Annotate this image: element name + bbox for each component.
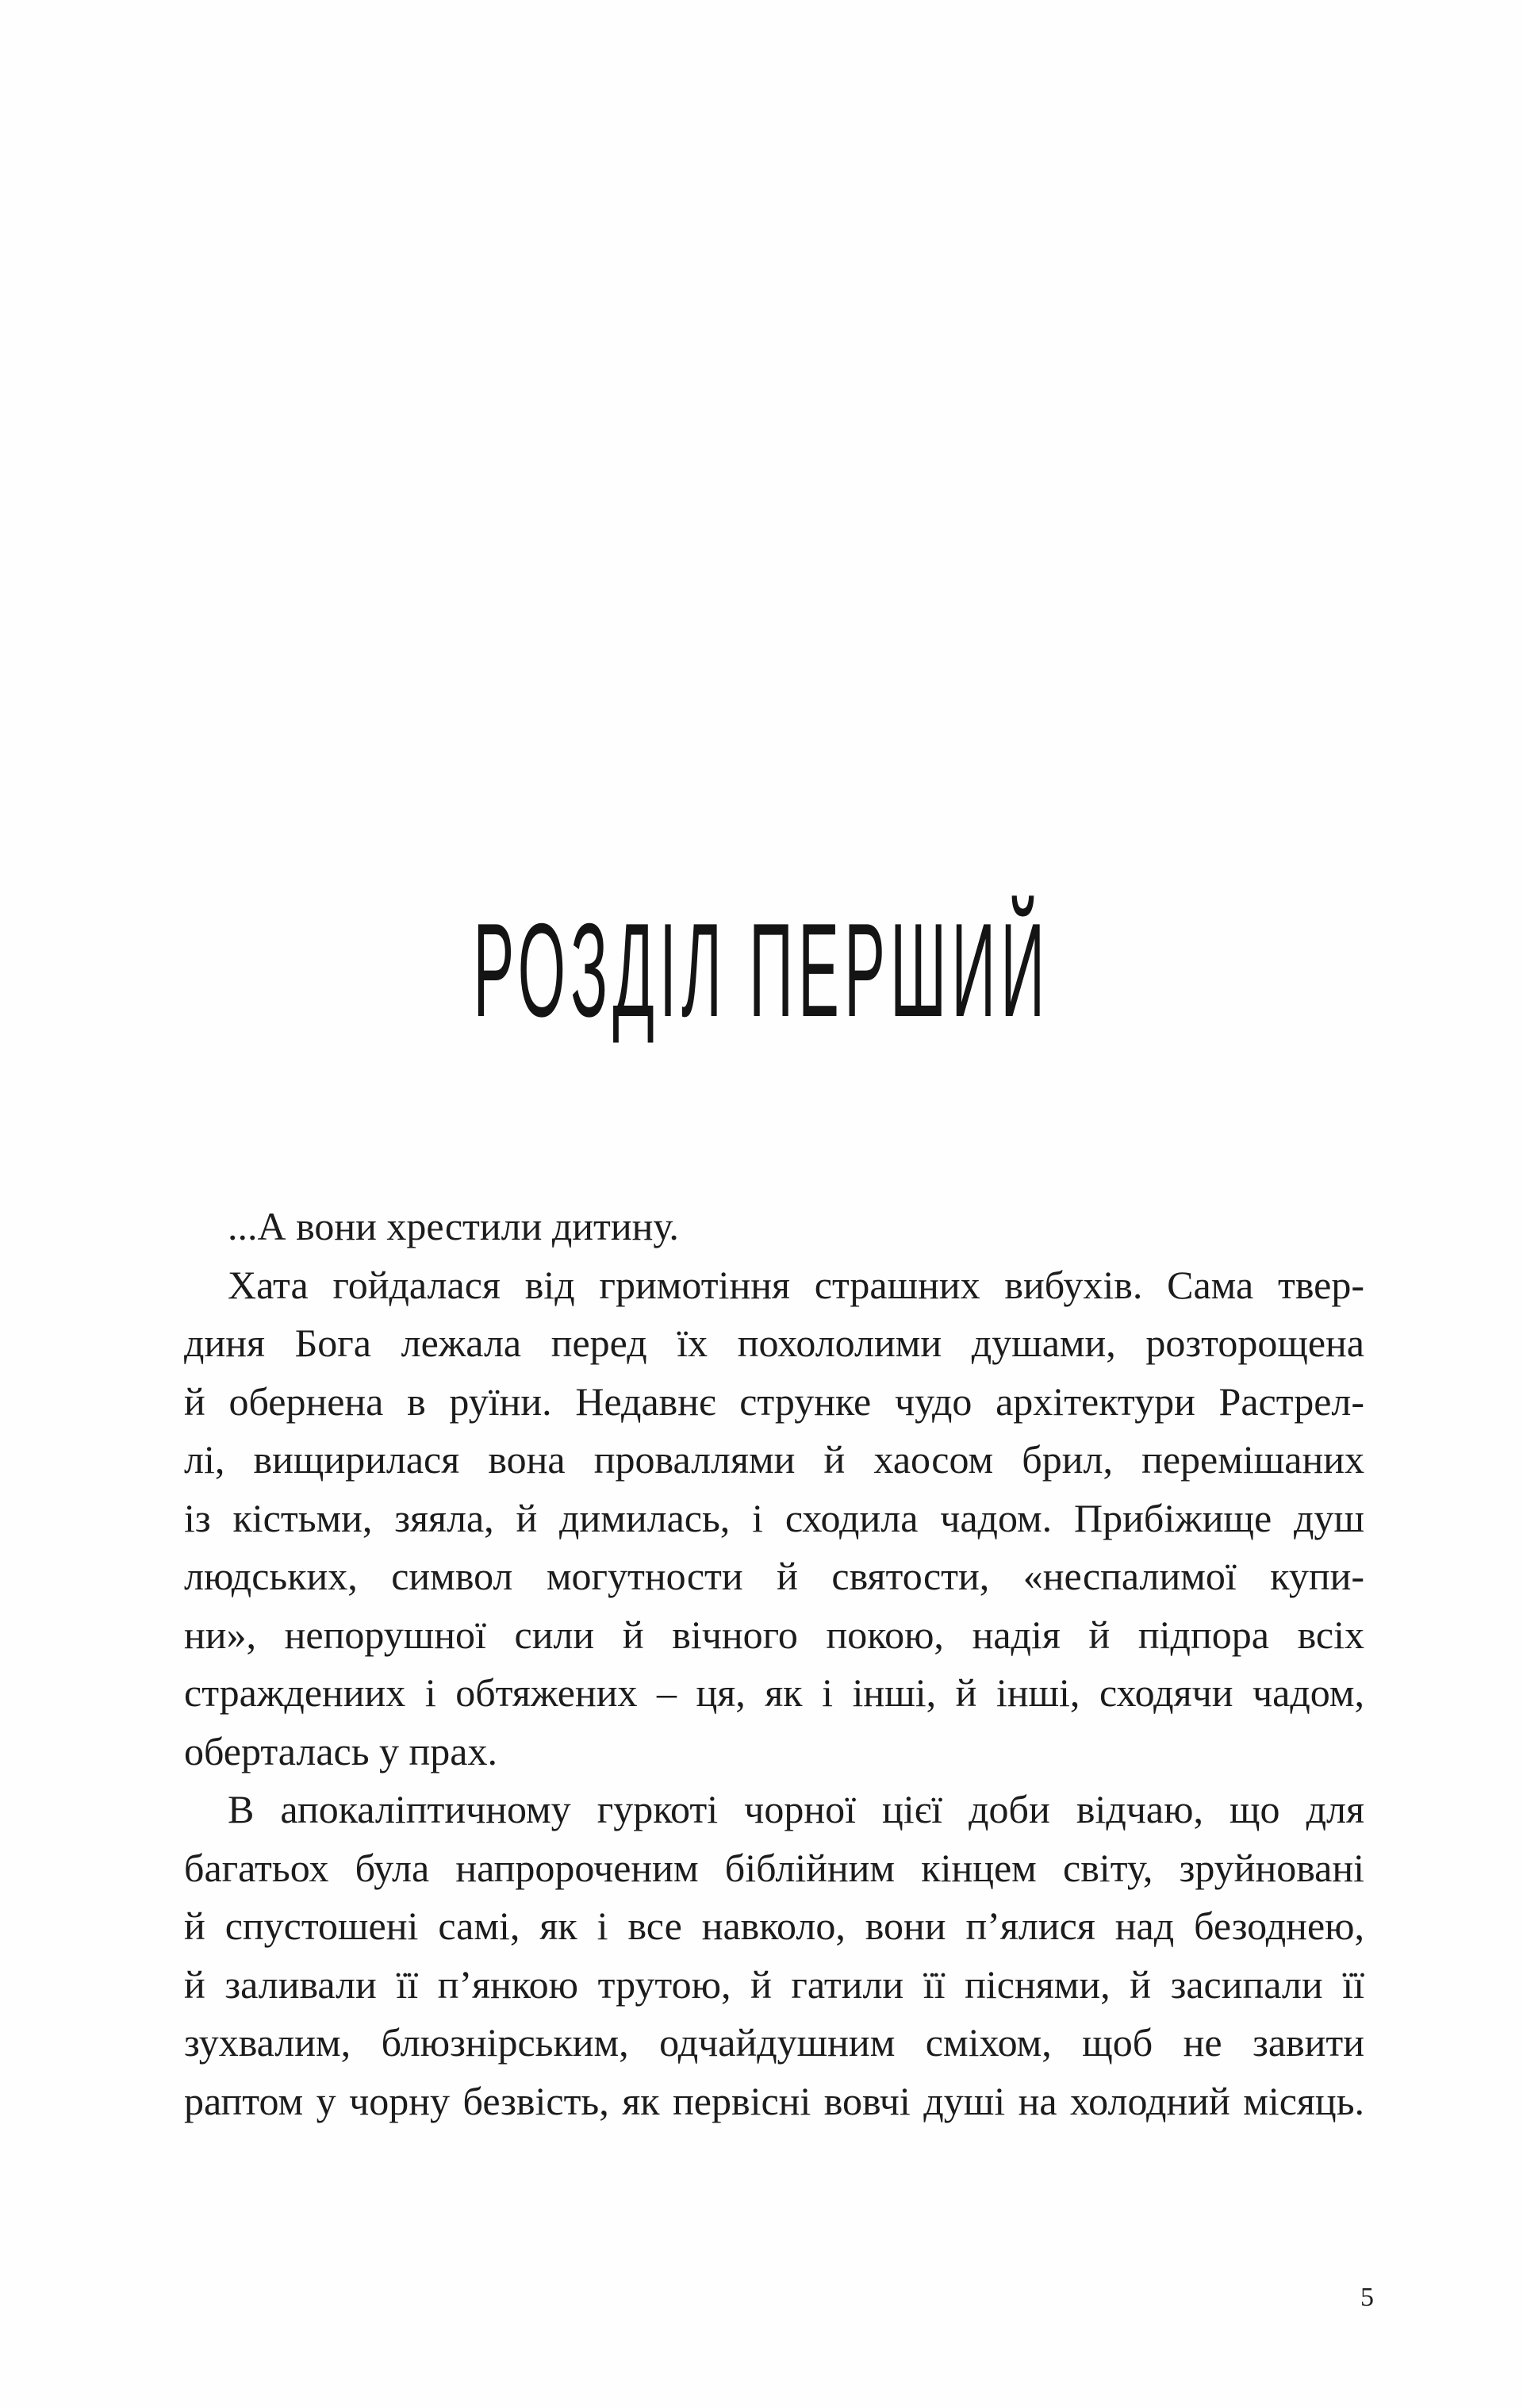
text-line: зухвалим, блюзнірським, одчайдушним сміхом, щоб не завити	[184, 2020, 1364, 2065]
text-line: оберталась у прах.	[184, 1728, 497, 1773]
text-line: лі, вищирилася вона проваллями й хаосом брил, перемішаних	[184, 1437, 1364, 1482]
chapter-title: РОЗДІЛ ПЕРШИЙ	[473, 895, 1050, 1045]
text-line: із кістьми, зяяла, й димилась, і сходила чадом. Прибіжище душ	[184, 1495, 1364, 1540]
text-line: багатьох була напророченим біблійним кінцем світу, зруйновані	[184, 1845, 1364, 1890]
text-line: ни», непорушної сили й вічного покою, надія й підпора всіх	[184, 1612, 1364, 1657]
text-line: й заливали її п’янкою трутою, й гатили її піснями, й засипали її	[184, 1961, 1364, 2007]
text-line: й спустошені самі, як і все навколо, вони п’ялися над безоднею,	[184, 1904, 1364, 1948]
text-line: Хата гойдалася від гримотіння страшних вибухів. Сама твер-	[228, 1262, 1364, 1307]
text-line: й обернена в руїни. Недавнє струнке чудо архітектури Растрел-	[184, 1378, 1364, 1424]
page-number: 5	[1360, 2283, 1374, 2312]
text-line: страждениих і обтяжених – ця, як і інші, й інші, сходячи чадом,	[184, 1670, 1364, 1715]
text-line: диня Бога лежала перед їх похололими душами, розторощена	[184, 1321, 1364, 1365]
text-line: ...А вони хрестили дитину.	[228, 1204, 679, 1248]
chapter-body	[184, 1198, 1364, 2130]
text-line: людських, символ могутности й святости, «неспалимої купи-	[184, 1554, 1364, 1598]
text-line: В апокаліптичному гуркоті чорної цієї доби відчаю, що для	[228, 1787, 1364, 1831]
text-line: раптом у чорну безвість, як первісні вовчі душі на холодний місяць.	[184, 2078, 1364, 2123]
